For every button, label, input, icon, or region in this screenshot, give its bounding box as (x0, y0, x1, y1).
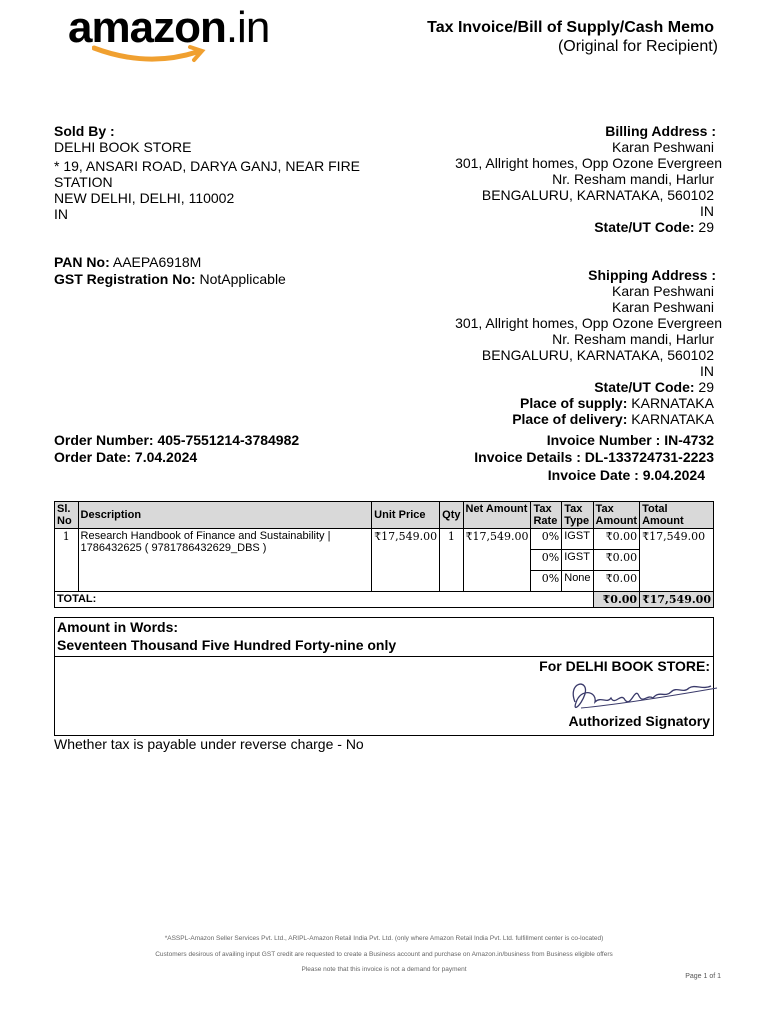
page-number: Page 1 of 1 (685, 973, 721, 980)
table-row (55, 529, 714, 550)
seller-name: DELHI BOOK STORE (54, 139, 192, 155)
row-net-amount: ₹17,549.00 (463, 529, 531, 592)
tax-type-1: IGST (562, 529, 593, 550)
total-amount: ₹17,549.00 (640, 592, 714, 608)
order-date: 7.04.2024 (134, 449, 198, 465)
order-number-label: Order Number: (54, 432, 154, 448)
invoice-number: Invoice Number : IN-4732 (546, 432, 714, 448)
header-total-amount: Total Amount (640, 502, 714, 529)
invoice-details: Invoice Details : DL-133724731-2223 (474, 449, 714, 465)
billing-line2: Nr. Resham mandi, Harlur (552, 171, 714, 187)
gst-label: GST Registration No: (54, 271, 196, 287)
invoice-title: Tax Invoice/Bill of Supply/Cash Memo (427, 19, 714, 36)
invoice-date: Invoice Date : 9.04.2024 (547, 467, 705, 483)
amount-in-words-value: Seventeen Thousand Five Hundred Forty-nine only (57, 637, 397, 653)
shipping-name2: Karan Peshwani (612, 299, 714, 315)
amount-in-words-label: Amount in Words: (57, 619, 179, 635)
shipping-line2: Nr. Resham mandi, Harlur (552, 331, 714, 347)
header-unit-price: Unit Price (372, 502, 440, 529)
signature-box (54, 655, 714, 736)
shipping-line3: BENGALURU, KARNATAKA, 560102 (481, 347, 714, 363)
order-number: 405-7551214-3784982 (157, 432, 300, 448)
place-of-delivery-label: Place of delivery: (512, 411, 628, 427)
order-number-row (54, 432, 299, 448)
header-tax-type: Tax Type (562, 502, 593, 529)
footer-line3: Please note that this invoice is not a demand for payment (301, 966, 467, 973)
seller-address-line3: NEW DELHI, DELHI, 110002 (54, 190, 235, 206)
shipping-line1: 301, Allright homes, Opp Ozone Evergreen (455, 315, 722, 331)
shipping-label: Shipping Address : (588, 267, 716, 283)
total-tax: ₹0.00 (593, 592, 640, 608)
logo-brand: amazon (68, 3, 226, 52)
shipping-name1: Karan Peshwani (612, 283, 714, 299)
place-of-supply-label: Place of supply: (520, 395, 628, 411)
row-total-amount: ₹17,549.00 (640, 529, 714, 592)
billing-state-code: 29 (698, 219, 714, 235)
gst-value: NotApplicable (199, 271, 286, 287)
header-tax-rate: Tax Rate (531, 502, 562, 529)
pan-value: AAEPA6918M (112, 254, 202, 270)
table-header-row (55, 502, 714, 529)
header-sl-no: Sl. No (55, 502, 79, 529)
tax-rate-3: 0% (531, 571, 562, 592)
header-qty: Qty (440, 502, 463, 529)
shipping-state-label: State/UT Code: (594, 379, 695, 395)
shipping-address-block (384, 267, 722, 427)
tax-amount-3: ₹0.00 (593, 571, 640, 592)
sold-by-label: Sold By : (54, 123, 115, 139)
order-date-label: Order Date: (54, 449, 132, 465)
row-sl-no: 1 (55, 529, 79, 592)
billing-country: IN (700, 203, 714, 219)
header-tax-amount: Tax Amount (593, 502, 640, 529)
footer-line2: Customers desirous of availing input GST credit are requested to create a Business account and purchase on Amazon.in/business from Business eligible offers (155, 951, 613, 958)
place-of-supply: KARNATAKA (631, 395, 714, 411)
amount-in-words-box (54, 617, 714, 657)
reverse-charge-note: Whether tax is payable under reverse charge - No (54, 736, 364, 752)
billing-address-block (384, 123, 722, 235)
row-qty: 1 (440, 529, 463, 592)
tax-rate-1: 0% (531, 529, 562, 550)
amazon-logo (68, 4, 313, 70)
items-table (54, 501, 714, 608)
invoice-subtitle: (Original for Recipient) (557, 38, 718, 55)
order-date-row (54, 449, 197, 465)
header-description: Description (78, 502, 372, 529)
header-net-amount: Net Amount (463, 502, 531, 529)
billing-line3: BENGALURU, KARNATAKA, 560102 (481, 187, 714, 203)
tax-amount-1: ₹0.00 (593, 529, 640, 550)
signature-image (561, 674, 721, 718)
total-row (55, 592, 714, 608)
authorized-signatory: Authorized Signatory (568, 713, 710, 729)
logo-tld: .in (225, 3, 270, 52)
total-label: TOTAL: (55, 592, 594, 608)
seller-country: IN (54, 206, 68, 222)
seller-address-line2: STATION (54, 174, 113, 190)
pan-label: PAN No: (54, 254, 110, 270)
row-unit-price: ₹17,549.00 (372, 529, 440, 592)
row-description: Research Handbook of Finance and Sustainability | 1786432625 ( 9781786432629_DBS ) (78, 529, 372, 592)
tax-amount-2: ₹0.00 (593, 550, 640, 571)
tax-rate-2: 0% (531, 550, 562, 571)
tax-type-2: IGST (562, 550, 593, 571)
for-seller-text: For DELHI BOOK STORE: (539, 658, 710, 674)
tax-type-3: None (562, 571, 593, 592)
place-of-delivery: KARNATAKA (631, 411, 714, 427)
billing-state-label: State/UT Code: (594, 219, 695, 235)
shipping-country: IN (700, 363, 714, 379)
gst-row (54, 271, 286, 287)
billing-name: Karan Peshwani (612, 139, 714, 155)
logo-smile-icon (92, 44, 212, 66)
footer-line1: *ASSPL-Amazon Seller Services Pvt. Ltd., ARIPL-Amazon Retail India Pvt. Ltd. (only where Amazon Retail India Pvt. Ltd. fulfillment center is co-located) (164, 935, 604, 942)
billing-line1: 301, Allright homes, Opp Ozone Evergreen (455, 155, 722, 171)
pan-row (54, 254, 201, 270)
seller-address-line1: * 19, ANSARI ROAD, DARYA GANJ, NEAR FIRE (54, 158, 361, 174)
shipping-state-code: 29 (698, 379, 714, 395)
billing-label: Billing Address : (605, 123, 716, 139)
